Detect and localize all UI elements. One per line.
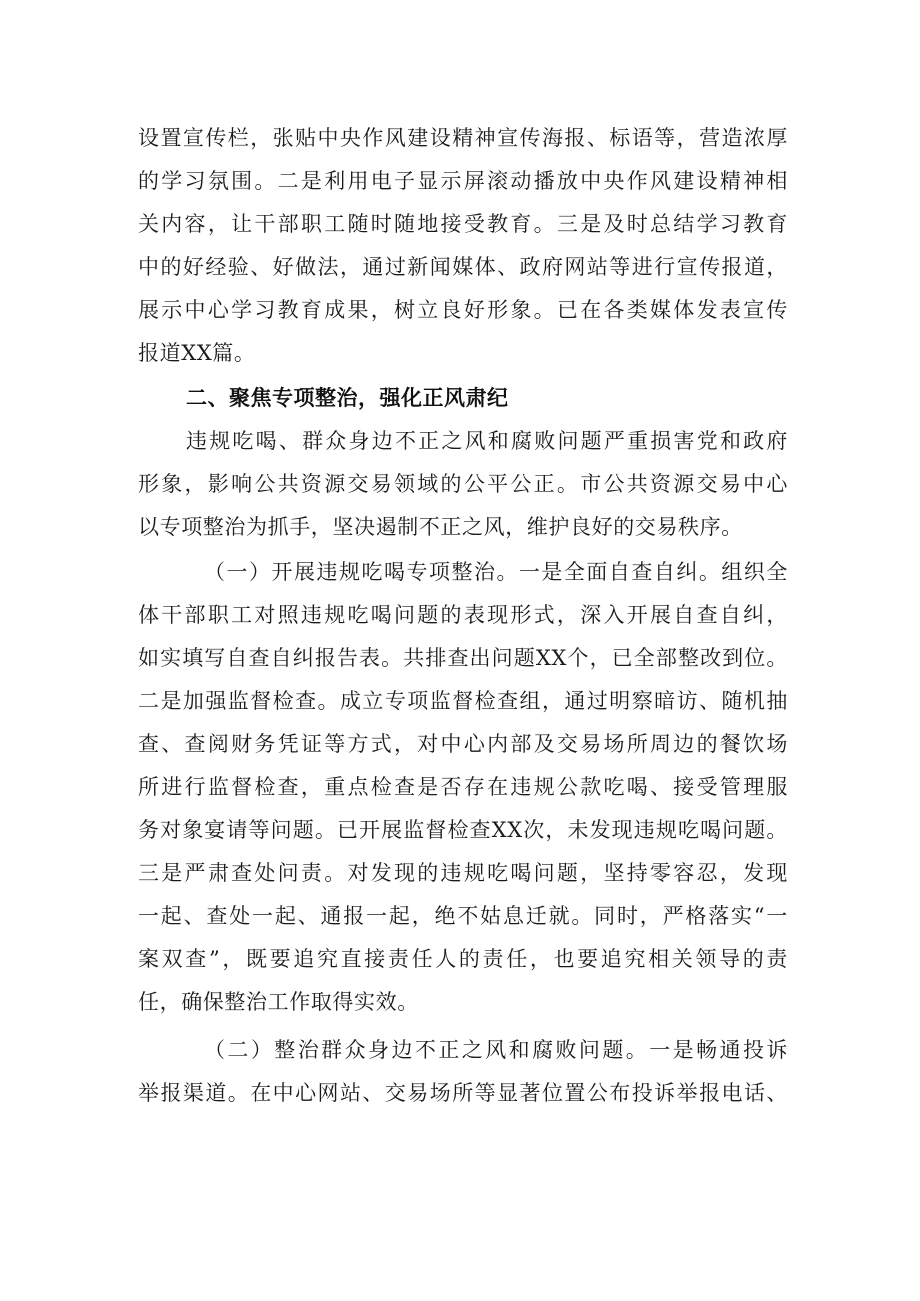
paragraph-line: 所进行监督检查，重点检查是否存在违规公款吃喝、接受管理服 [138,775,788,799]
paragraph-line: 的学习氛围。二是利用电子显示屏滚动播放中央作风建设精神相 [138,169,788,193]
paragraph-line: 违规吃喝、群众身边不正之风和腐败问题严重损害党和政府 [186,429,788,453]
paragraph-line: （一）开展违规吃喝专项整治。一是全面自查自纠。组织全 [204,560,788,584]
paragraph-line: 务对象宴请等问题。已开展监督检查XX次，未发现违规吃喝问题。 [138,818,788,842]
paragraph-line: （二）整治群众身边不正之风和腐败问题。一是畅通投诉 [204,1038,788,1062]
paragraph-line: 关内容，让干部职工随时随地接受教育。三是及时总结学习教育 [138,212,788,236]
paragraph-line: 以专项整治为抓手，坚决遏制不正之风，维护良好的交易秩序。 [138,515,743,539]
paragraph-line: 一起、查处一起、通报一起，绝不姑息迁就。同时，严格落实“一 [138,904,788,928]
paragraph-line: 举报渠道。在中心网站、交易场所等显著位置公布投诉举报电话、 [138,1081,788,1105]
paragraph-line: 查、查阅财务凭证等方式，对中心内部及交易场所周边的餐饮场 [138,732,788,756]
paragraph-line: 中的好经验、好做法，通过新闻媒体、政府网站等进行宣传报道， [138,255,788,279]
paragraph-line: 三是严肃查处问责。对发现的违规吃喝问题，坚持零容忍，发现 [138,861,788,885]
paragraph-line: 如实填写自查自纠报告表。共排查出问题XX个，已全部整改到位。 [138,646,788,670]
paragraph-line: 形象，影响公共资源交易领域的公平公正。市公共资源交易中心 [138,472,788,496]
paragraph-line: 体干部职工对照违规吃喝问题的表现形式，深入开展自查自纠， [138,603,788,627]
paragraph-line: 报道XX篇。 [138,341,256,365]
paragraph-line: 案双查”，既要追究直接责任人的责任，也要追究相关领导的责 [138,947,788,971]
paragraph-line: 任，确保整治工作取得实效。 [138,990,419,1014]
paragraph-line: 二是加强监督检查。成立专项监督检查组，通过明察暗访、随机抽 [138,689,788,713]
paragraph-line: 展示中心学习教育成果，树立良好形象。已在各类媒体发表宣传 [138,298,788,322]
section-heading: 二、聚焦专项整治，强化正风肃纪 [186,386,509,410]
paragraph-line: 设置宣传栏，张贴中央作风建设精神宣传海报、标语等，营造浓厚 [138,126,788,150]
